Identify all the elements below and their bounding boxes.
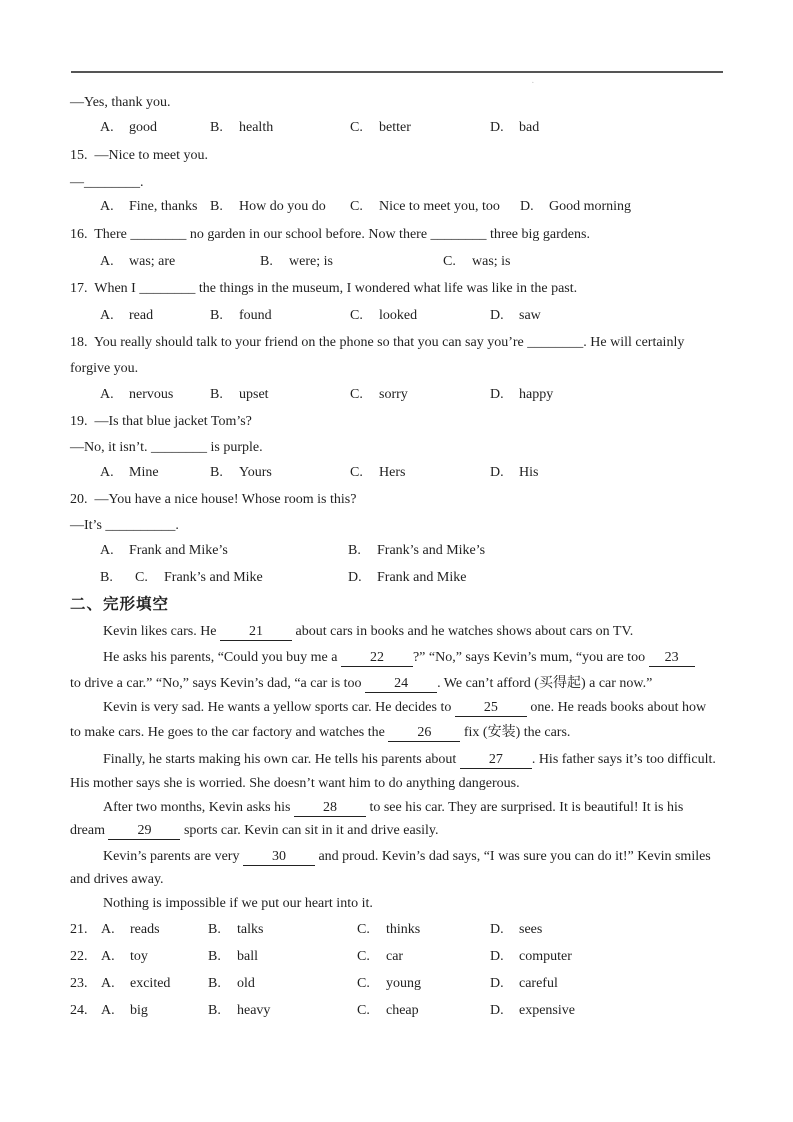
cloze-line: [70, 798, 763, 818]
cloze-blank: 30: [243, 849, 315, 866]
option-item: [348, 541, 485, 561]
option-item: [350, 118, 411, 138]
cloze-blank: 23: [649, 650, 695, 667]
option-item: [260, 252, 333, 272]
option-label: C.: [357, 949, 370, 964]
cloze-blank: 21: [220, 624, 292, 641]
option-item: [357, 1001, 419, 1021]
option-label: C.: [357, 922, 370, 937]
text-line: 16. There ________ no garden in our school before. Now there ________ three big gardens.: [70, 227, 590, 242]
cloze-line: [70, 894, 763, 914]
option-item: [100, 463, 159, 483]
option-text: old: [237, 976, 255, 991]
option-label: C.: [350, 387, 363, 402]
option-label: D.: [520, 199, 534, 214]
option-text: Frank’s and Mike’s: [377, 543, 486, 558]
option-text: heavy: [237, 1003, 271, 1018]
option-label: D.: [490, 976, 504, 991]
option-label: A.: [100, 465, 114, 480]
text-line: —Yes, thank you.: [70, 95, 171, 110]
page-top-rule: [71, 71, 723, 73]
cloze-line: [70, 648, 763, 668]
option-label: D.: [490, 308, 504, 323]
text-line: —No, it isn’t. ________ is purple.: [70, 440, 263, 455]
option-item: [100, 252, 175, 272]
cloze-line: [70, 821, 730, 841]
cloze-line: [70, 698, 763, 718]
cloze-text: and proud. Kevin’s dad says, “I was sure you can do it!” Kevin smiles: [314, 849, 711, 864]
cloze-text: Kevin likes cars. He: [103, 624, 221, 639]
cloze-text: and drives away.: [70, 872, 164, 887]
option-text: expensive: [519, 1003, 575, 1018]
option-text: were; is: [289, 254, 333, 269]
question-number: 23.: [70, 976, 88, 991]
option-item: [490, 947, 572, 967]
option-item: [210, 306, 272, 326]
option-item: [490, 118, 539, 138]
option-label: A.: [101, 922, 115, 937]
option-item: [101, 974, 170, 994]
text-line: —It’s __________.: [70, 518, 179, 533]
option-text: sees: [519, 922, 543, 937]
option-label: C.: [350, 199, 363, 214]
option-item: [210, 197, 326, 217]
option-label: A.: [100, 308, 114, 323]
option-text: computer: [519, 949, 572, 964]
cloze-blank: 29: [108, 823, 180, 840]
option-text: car: [386, 949, 404, 964]
option-text: happy: [519, 387, 554, 402]
option-text: ball: [237, 949, 258, 964]
option-text: Frank’s and Mike: [164, 570, 263, 585]
text-line: 17. When I ________ the things in the museum, I wondered what life was like in the past.: [70, 281, 578, 296]
option-label: C.: [357, 1003, 370, 1018]
option-item: [357, 947, 403, 967]
text-line: —________.: [70, 175, 144, 190]
cloze-text: Kevin is very sad. He wants a yellow sports car. He decides to: [103, 700, 455, 715]
option-text: careful: [519, 976, 558, 991]
option-item: [490, 385, 553, 405]
option-text: better: [379, 120, 411, 135]
option-label: B.: [210, 387, 223, 402]
option-label: B.: [210, 199, 223, 214]
text-line: 19. —Is that blue jacket Tom’s?: [70, 414, 252, 429]
option-label: D.: [490, 922, 504, 937]
option-label: A.: [100, 199, 114, 214]
cloze-text: Nothing is impossible if we put our heart into it.: [103, 896, 373, 911]
option-label: D.: [348, 570, 362, 585]
option-item: [520, 197, 631, 217]
option-item: [100, 197, 197, 217]
option-text: reads: [130, 922, 160, 937]
option-label: B.: [348, 543, 361, 558]
option-text: bad: [519, 120, 540, 135]
option-item: [350, 385, 408, 405]
option-text: sorry: [379, 387, 408, 402]
cloze-text: Finally, he starts making his own car. He tells his parents about: [103, 752, 460, 767]
cloze-text: His mother says she is worried. She doesn’t want him to do anything dangerous.: [70, 776, 520, 791]
option-text: good: [129, 120, 157, 135]
option-item: [490, 920, 542, 940]
cloze-text: to see his car. They are surprised. It is beautiful! It is his: [365, 800, 684, 815]
option-label: B.: [208, 1003, 221, 1018]
option-label: A.: [100, 120, 114, 135]
option-item: [490, 1001, 575, 1021]
cloze-blank: 27: [460, 752, 532, 769]
question-number: 24.: [70, 1003, 88, 1018]
option-item: [348, 568, 466, 588]
option-text: Yours: [239, 465, 272, 480]
option-text: saw: [519, 308, 541, 323]
option-item: [210, 118, 273, 138]
question-number: 21.: [70, 922, 88, 937]
cloze-text: to make cars. He goes to the car factory and watches the: [70, 725, 389, 740]
option-text: Fine, thanks: [129, 199, 198, 214]
option-text: toy: [130, 949, 148, 964]
option-item: [100, 541, 228, 561]
cloze-line: [70, 622, 763, 642]
text-line: 20. —You have a nice house! Whose room is this?: [70, 492, 357, 507]
option-label: C.: [357, 976, 370, 991]
option-item: [208, 920, 263, 940]
option-item: [100, 306, 153, 326]
option-label: D.: [490, 949, 504, 964]
option-item: [350, 197, 500, 217]
option-item: [101, 920, 160, 940]
option-item: [100, 118, 157, 138]
option-text: Mine: [129, 465, 159, 480]
option-text: was; are: [129, 254, 176, 269]
cloze-blank: 28: [294, 800, 366, 817]
cloze-blank: 25: [455, 700, 527, 717]
option-label: B.: [208, 949, 221, 964]
cloze-blank: 22: [341, 650, 413, 667]
option-label: C.: [443, 254, 456, 269]
option-label: B.: [260, 254, 273, 269]
cloze-text: fix (安装) the cars.: [460, 725, 571, 740]
option-label: A.: [100, 254, 114, 269]
option-label: D.: [490, 387, 504, 402]
option-text: was; is: [472, 254, 511, 269]
text-line: forgive you.: [70, 361, 139, 376]
option-text: cheap: [386, 1003, 419, 1018]
cloze-text: He asks his parents, “Could you buy me a: [103, 650, 341, 665]
option-label: A.: [100, 387, 114, 402]
option-label: A.: [101, 1003, 115, 1018]
option-item: [100, 568, 129, 588]
cloze-line: [70, 674, 730, 694]
option-item: [350, 306, 417, 326]
cloze-line: [70, 847, 763, 867]
text-line: 15. —Nice to meet you.: [70, 148, 209, 163]
cloze-blank: 24: [365, 676, 437, 693]
cloze-text: to drive a car.” “No,” says Kevin’s dad, “a car is too: [70, 676, 366, 691]
cloze-text: sports car. Kevin can sit in it and drive easily.: [180, 823, 439, 838]
option-item: [490, 974, 558, 994]
option-label: D.: [490, 465, 504, 480]
question-number: 22.: [70, 949, 88, 964]
cloze-line: [70, 774, 730, 794]
option-item: [490, 306, 541, 326]
cloze-blank: 26: [388, 725, 460, 742]
option-text: found: [239, 308, 272, 323]
option-item: [357, 920, 420, 940]
option-label: B.: [208, 976, 221, 991]
option-label: C.: [135, 570, 148, 585]
option-label: A.: [101, 949, 115, 964]
option-item: [210, 463, 272, 483]
cloze-line: [70, 750, 763, 770]
option-item: [443, 252, 511, 272]
cloze-text: After two months, Kevin asks his: [103, 800, 294, 815]
option-text: excited: [130, 976, 171, 991]
text-line: 18. You really should talk to your friend on the phone so that you can say you’re ________. He will certainly: [70, 335, 685, 350]
cloze-text: dream: [70, 823, 109, 838]
option-text: His: [519, 465, 539, 480]
option-text: Good morning: [549, 199, 632, 214]
option-text: big: [130, 1003, 148, 1018]
option-text: talks: [237, 922, 264, 937]
option-label: D.: [490, 1003, 504, 1018]
option-label: B.: [210, 465, 223, 480]
option-label: B.: [210, 120, 223, 135]
option-text: read: [129, 308, 154, 323]
option-text: Hers: [379, 465, 406, 480]
stray-mark: ·: [531, 77, 535, 89]
cloze-text: about cars in books and he watches shows about cars on TV.: [292, 624, 634, 639]
option-item: [208, 1001, 270, 1021]
cloze-text: . His father says it’s too difficult.: [531, 752, 716, 767]
option-item: [135, 568, 263, 588]
option-label: D.: [490, 120, 504, 135]
cloze-text: one. He reads books about how: [526, 700, 707, 715]
option-text: upset: [239, 387, 269, 402]
option-label: C.: [350, 465, 363, 480]
option-text: nervous: [129, 387, 174, 402]
cloze-text: Kevin’s parents are very: [103, 849, 243, 864]
option-label: B.: [210, 308, 223, 323]
cloze-text: . We can’t afford (买得起) a car now.”: [437, 676, 653, 691]
option-label: B.: [208, 922, 221, 937]
option-item: [350, 463, 405, 483]
option-item: [357, 974, 421, 994]
option-text: young: [386, 976, 421, 991]
option-label: A.: [101, 976, 115, 991]
cloze-line: [70, 723, 730, 743]
option-text: thinks: [386, 922, 421, 937]
option-label: C.: [350, 120, 363, 135]
cloze-line: [70, 870, 730, 890]
option-text: Frank and Mike: [377, 570, 467, 585]
option-item: [208, 947, 258, 967]
option-text: looked: [379, 308, 418, 323]
option-text: Frank and Mike’s: [129, 543, 228, 558]
option-item: [210, 385, 269, 405]
option-item: [208, 974, 255, 994]
cloze-text: ?” “No,” says Kevin’s mum, “you are too: [412, 650, 649, 665]
option-label: B.: [100, 570, 113, 585]
option-label: C.: [350, 308, 363, 323]
option-item: [100, 385, 173, 405]
section-header: 二、完形填空: [70, 596, 170, 613]
option-item: [490, 463, 538, 483]
option-text: health: [239, 120, 274, 135]
option-item: [101, 947, 148, 967]
option-text: Nice to meet you, too: [379, 199, 500, 214]
option-item: [101, 1001, 148, 1021]
option-text: How do you do: [239, 199, 326, 214]
option-label: A.: [100, 543, 114, 558]
